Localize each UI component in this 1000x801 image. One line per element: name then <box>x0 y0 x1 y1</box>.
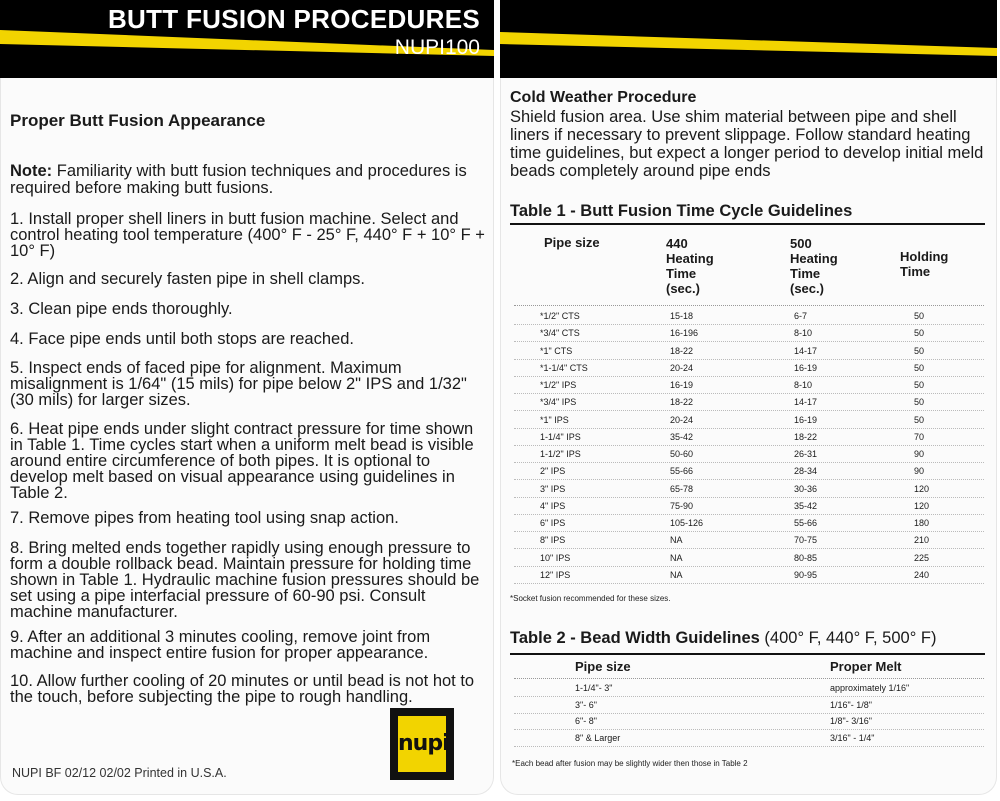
table1-cell: 225 <box>914 552 930 563</box>
table1-cell: 3" IPS <box>540 483 566 494</box>
table2-title-bold: Table 2 - Bead Width Guidelines <box>510 629 760 647</box>
table2-row <box>514 696 984 714</box>
table1-header-2: 500 Heating Time (sec.) <box>790 236 838 296</box>
table2-cell: approximately 1/16" <box>830 683 910 693</box>
table1-cell: 65-78 <box>670 483 694 494</box>
section-heading: Proper Butt Fusion Appearance <box>10 111 266 130</box>
table1-cell: 55-66 <box>794 518 818 528</box>
table1-cell: 120 <box>914 500 930 511</box>
note-text: Familiarity with butt fusion techniques and procedures is required before making butt fusions. <box>10 162 467 197</box>
yellow-stripe-right <box>500 30 997 56</box>
table2-row <box>514 679 984 697</box>
table1-cell: 12" IPS <box>540 569 571 580</box>
table1-cell: 14-17 <box>794 397 818 408</box>
table1-row <box>514 566 984 584</box>
table1-row <box>514 411 984 429</box>
table1-cell: 8-10 <box>794 380 813 390</box>
table1-row <box>514 480 984 498</box>
table1-cell: 70-75 <box>794 535 818 546</box>
table1-cell: 8" IPS <box>540 535 566 546</box>
left-header-band <box>0 0 494 78</box>
table1-row <box>514 359 984 377</box>
table1-cell: 50 <box>914 380 925 390</box>
cold-weather-body: Shield fusion area. Use shim material between pipe and shell liners if necessary to prevent slippage. Follow standard heating time guidelines, but expect a longer period to develop initial meld beads completely around pipe ends <box>510 108 984 180</box>
table1-cell: 14-17 <box>794 345 818 356</box>
table1-cell: 240 <box>914 569 930 580</box>
table2-row <box>514 729 984 747</box>
table1-cell: 50 <box>914 345 925 356</box>
table1-cell: 90-95 <box>794 569 818 580</box>
table1-cell: 6-7 <box>794 311 808 321</box>
table1-row <box>514 393 984 411</box>
table1-row <box>514 324 984 342</box>
table1-cell: 50 <box>914 328 925 339</box>
table2-cell: 1-1/4"- 3" <box>575 683 613 693</box>
table2-footnote: *Each bead after fusion may be slightly wider then those in Table 2 <box>512 759 748 768</box>
left-card <box>0 0 494 795</box>
table1-cell: 50 <box>914 362 925 373</box>
table1-cell: NA <box>670 569 683 580</box>
step-10: 10. Allow further cooling of 20 minutes or until bead is not hot to the touch, before subjecting the pipe to rough handling. <box>10 672 475 706</box>
table1-header-divider <box>514 305 984 306</box>
table1-cell: 16-19 <box>794 362 818 373</box>
table2-cell: 1/16"- 1/8" <box>830 699 872 710</box>
step-4: 4. Face pipe ends until both stops are reached. <box>10 330 354 348</box>
table1-cell: 16-196 <box>670 328 699 339</box>
table1-cell: *1" CTS <box>540 345 573 356</box>
table1-rule <box>510 223 985 225</box>
page-title: BUTT FUSION PROCEDURES <box>107 4 480 34</box>
table1-header-3: Holding Time <box>900 249 949 279</box>
table1-cell: 35-42 <box>794 500 818 511</box>
table1-row <box>514 445 984 463</box>
table1-row <box>514 549 984 567</box>
table1-cell: *3/4" CTS <box>540 328 580 339</box>
table1-cell: 8-10 <box>794 328 813 339</box>
step-8: 8. Bring melted ends together rapidly using enough pressure to form a double rollback bead. Maintain pressure for holding time shown in Table 1. Hydraulic machine fusion pressures should be set using a pipe interfacial pressure of 60-90 psi. Consult machine manufacturer. <box>10 539 480 621</box>
table1-cell: *1/2" IPS <box>540 380 577 390</box>
table1-cell: 90 <box>914 449 925 459</box>
table1-cell: 90 <box>914 466 925 477</box>
table1-row <box>514 376 984 394</box>
table2-title-rest: (400° F, 440° F, 500° F) <box>759 629 937 647</box>
table1-cell: 35-42 <box>670 431 694 442</box>
table1-cell: 80-85 <box>794 552 818 563</box>
table1-row <box>514 342 984 360</box>
footer-text: NUPI BF 02/12 02/02 Printed in U.S.A. <box>12 766 227 780</box>
table2-rule <box>510 653 985 655</box>
table1-cell: 6" IPS <box>540 518 566 528</box>
table1-cell: 15-18 <box>670 311 694 321</box>
step-3: 3. Clean pipe ends thoroughly. <box>10 300 233 318</box>
table1-cell: 20-24 <box>670 414 694 425</box>
table1-cell: 75-90 <box>670 500 694 511</box>
table1-cell: 18-22 <box>670 397 694 408</box>
table1-cell: *1-1/4" CTS <box>540 362 588 373</box>
table2-cell: 3"- 6" <box>575 699 597 710</box>
table1-cell: 1-1/4" IPS <box>540 431 581 442</box>
table1-row <box>514 531 984 549</box>
table1-cell: 70 <box>914 431 925 442</box>
step-7: 7. Remove pipes from heating tool using snap action. <box>10 509 399 527</box>
table1-cell: 180 <box>914 518 930 528</box>
note-paragraph <box>10 163 484 197</box>
table1-footnote: *Socket fusion recommended for these sizes. <box>510 594 671 603</box>
cold-weather-title: Cold Weather Procedure <box>510 89 697 106</box>
note-label: Note: <box>10 162 53 180</box>
table1-cell: 16-19 <box>794 414 818 425</box>
table2-header-1: Proper Melt <box>830 659 902 674</box>
table1-row <box>514 514 984 532</box>
table1-cell: 50 <box>914 311 925 321</box>
table1-row <box>514 497 984 515</box>
table1-cell: 16-19 <box>670 380 694 390</box>
step-2: 2. Align and securely fasten pipe in shell clamps. <box>10 270 365 288</box>
right-header-band <box>500 0 997 78</box>
step-5: 5. Inspect ends of faced pipe for alignment. Maximum misalignment is 1/64" (15 mils) for pipe below 2" IPS and 1/32" (30 mils) for larger sizes. <box>10 359 467 409</box>
table1-cell: 28-34 <box>794 466 818 477</box>
table1-cell: 20-24 <box>670 362 694 373</box>
table2-title <box>510 629 936 648</box>
table1-cell: *1" IPS <box>540 414 569 425</box>
table1-header-0: Pipe size <box>544 235 600 250</box>
nupi-logo <box>390 708 454 780</box>
table2-cell: 3/16" - 1/4" <box>830 732 875 743</box>
table1-cell: 50 <box>914 414 925 425</box>
table1-cell: 210 <box>914 535 930 546</box>
table2-cell: 8" & Larger <box>575 732 621 743</box>
table1-cell: 26-31 <box>794 449 818 459</box>
table2-row <box>514 712 984 730</box>
table1-cell: 30-36 <box>794 483 818 494</box>
table1-cell: 2" IPS <box>540 466 566 477</box>
table1-row <box>514 307 984 325</box>
table1-cell: 50 <box>914 397 925 408</box>
table1-cell: 55-66 <box>670 466 694 477</box>
table2-header-0: Pipe size <box>575 659 631 674</box>
step-9: 9. After an additional 3 minutes cooling, remove joint from machine and inspect entire fusion for proper appearance. <box>10 628 431 662</box>
table1-cell: *3/4" IPS <box>540 397 577 408</box>
table1-cell: 4" IPS <box>540 500 566 511</box>
step-6: 6. Heat pipe ends under slight contract pressure for time shown in Table 1. Time cycles start when a uniform melt bead is visible around entire circumference of both pipes. It is optional to develop melt based on visual appearance using guidelines in Table 2. <box>10 420 474 502</box>
nupi-logo-mark: nupi <box>398 716 446 772</box>
table1-cell: 18-22 <box>670 345 694 356</box>
table1-cell: 105-126 <box>670 518 704 528</box>
table1-row <box>514 428 984 446</box>
table1-header-1: 440 Heating Time (sec.) <box>666 236 714 296</box>
table1-title: Table 1 - Butt Fusion Time Cycle Guidelines <box>510 202 853 220</box>
table1-row <box>514 462 984 480</box>
table1-cell: 10" IPS <box>540 552 571 563</box>
right-card <box>500 0 997 795</box>
table1-cell: NA <box>670 552 683 563</box>
page-subtitle: NUPI100 <box>394 36 480 59</box>
table1-cell: 50-60 <box>670 449 694 459</box>
table1-cell: NA <box>670 535 683 546</box>
table2-cell: 1/8"- 3/16" <box>830 716 872 726</box>
table1-cell: 18-22 <box>794 431 818 442</box>
table2-cell: 6"- 8" <box>575 716 597 726</box>
table1-cell: 1-1/2" IPS <box>540 449 581 459</box>
table1-cell: *1/2" CTS <box>540 311 580 321</box>
table1-cell: 120 <box>914 483 930 494</box>
step-1: 1. Install proper shell liners in butt fusion machine. Select and control heating tool temperature (400° F - 25° F, 440° F + 10° F + 10° F) <box>10 210 485 260</box>
